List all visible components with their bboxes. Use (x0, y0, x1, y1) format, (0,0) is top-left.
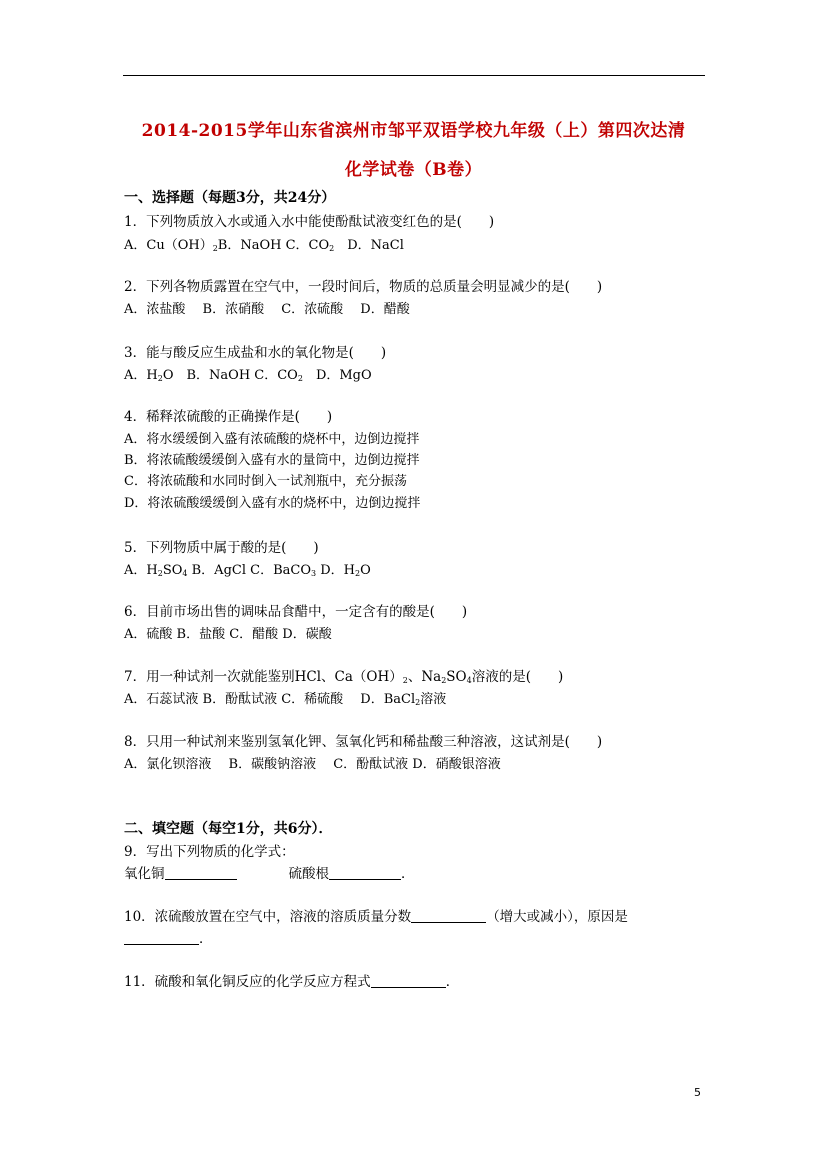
answer-blank (371, 973, 446, 988)
q7-options: A．石蕊试液 B．酚酞试液 C．稀硫酸 D．BaCl$_2$溶液 (124, 692, 447, 707)
q10-stem: 10．浓硫酸放置在空气中，溶液的溶质质量分数 （增大或减小），原因是 (124, 909, 628, 925)
section1-heading: 一、选择题（每题3分，共24分） (124, 190, 336, 206)
q5-options: A．$H_2SO_4$ B．AgCl C．BaCO$_3$ D．$H_2O$ (124, 563, 371, 578)
q4-stem: 4．稀释浓硫酸的正确操作是( ) (124, 409, 333, 425)
q1-stem: 1．下列物质放入水或通入水中能使酚酞试液变红色的是( ) (124, 214, 495, 230)
answer-blank (124, 930, 199, 945)
q6-stem: 6．目前市场出售的调味品食醋中，一定含有的酸是( ) (124, 604, 468, 620)
section2-heading: 二、填空题（每空1分，共6分）． (124, 821, 333, 837)
q7-stem: 7．用一种试剂一次就能鉴别HCl、$Ca(OH)_2$、$Na_2SO_4$溶液的是( ) (124, 669, 564, 685)
q3-options: A．$H_2O$ B．NaOH C．$CO_2$ D．MgO (124, 368, 372, 383)
exam-title-line2: 化学试卷（B卷） (344, 160, 483, 180)
q2-options: A．浓盐酸 B．浓硝酸 C．浓硫酸 D．醋酸 (124, 302, 410, 317)
answer-blank (411, 908, 486, 923)
q8-options: A．氯化钡溶液 B．碳酸钠溶液 C．酚酞试液 D．硝酸银溶液 (124, 757, 501, 772)
q4-option-b: B．将浓硫酸缓缓倒入盛有水的量筒中，边倒边搅拌 (124, 453, 420, 468)
q1-options: A．$Cu(OH)_2B$．NaOH C．$CO_2$ D．NaCl (124, 238, 404, 253)
q4-option-c: C．将浓硫酸和水同时倒入一试剂瓶中，充分振荡 (124, 474, 407, 489)
answer-blank (165, 865, 237, 880)
q8-stem: 8．只用一种试剂来鉴别氢氧化钾、氢氧化钙和稀盐酸三种溶液，这试剂是( ) (124, 734, 603, 750)
q4-option-a: A．将水缓缓倒入盛有浓硫酸的烧杯中，边倒边搅拌 (124, 432, 420, 447)
q4-option-d: D．将浓硫酸缓缓倒入盛有水的烧杯中，边倒边搅拌 (124, 496, 421, 511)
header-rule (123, 75, 705, 76)
q9-blanks: 氧化铜 硫酸根 ． (124, 866, 415, 882)
exam-title-line1: 2014-2015学年山东省滨州市邹平双语学校九年级（上）第四次达清 (141, 121, 686, 141)
q9-stem: 9．写出下列物质的化学式： (124, 844, 295, 860)
q5-stem: 5．下列物质中属于酸的是( ) (124, 540, 319, 556)
q11-stem: 11．硫酸和氧化铜反应的化学反应方程式 ． (124, 974, 460, 990)
q2-stem: 2．下列各物质露置在空气中，一段时间后，物质的总质量会明显减少的是( ) (124, 279, 603, 295)
answer-blank (329, 865, 401, 880)
q10-line2: ． (124, 927, 213, 947)
q6-options: A．硫酸 B．盐酸 C．醋酸 D．碳酸 (124, 627, 332, 642)
page-number: 5 (694, 1086, 701, 1099)
q3-stem: 3．能与酸反应生成盐和水的氧化物是( ) (124, 345, 387, 361)
